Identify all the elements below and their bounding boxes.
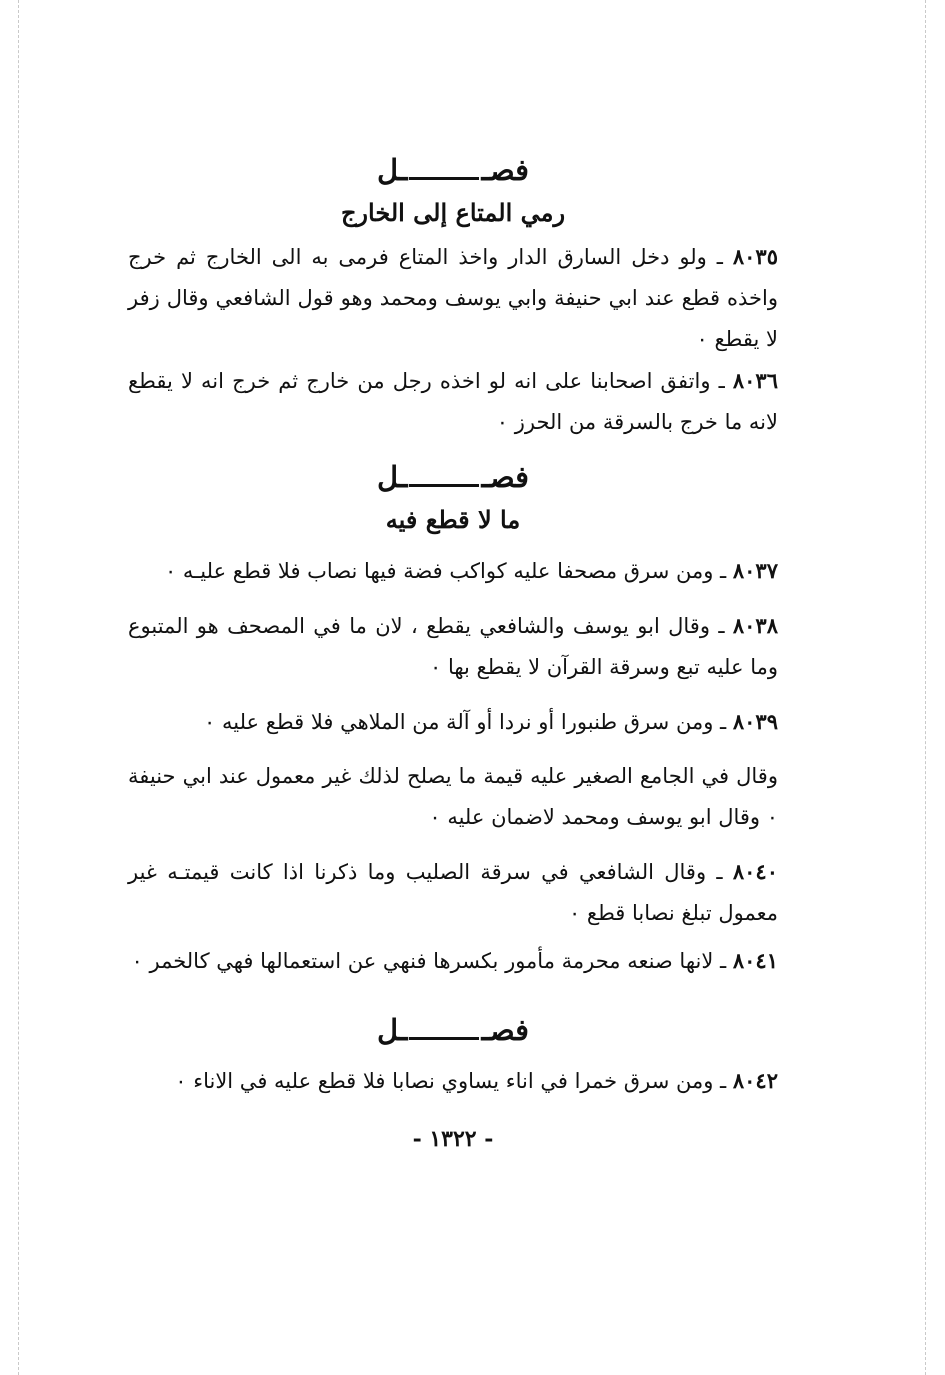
paragraph-text: وقال ابو يوسف والشافعي يقطع ، لان ما في المصحف هو المتبوع وما عليه تبع وسرقة القرآن لا يقطع بها ٠ — [128, 614, 778, 679]
section-heading: فصــل — [377, 460, 529, 494]
dash-separator: ـ — [716, 860, 723, 884]
paragraph-text: ومن سرق خمرا في اناء يساوي نصابا فلا قطع عليه في الاناء ٠ — [175, 1069, 714, 1093]
paragraph-8041 — [128, 940, 778, 982]
dash-separator: ـ — [718, 369, 725, 393]
paragraph-text: وقال في الجامع الصغير عليه قيمة ما يصلح لذلك غير معمول عند ابي حنيفة ٠ وقال ابو يوسف ومحمد لاضمان عليه ٠ — [128, 764, 778, 829]
paragraph-text: وقال الشافعي في سرقة الصليب وما ذكرنا اذا كانت قيمتـه غير معمول تبلغ نصابا قطع ٠ — [128, 860, 778, 925]
paragraph-8036 — [128, 360, 778, 443]
paragraph-text: ومن سرق مصحفا عليه كواكب فضة فيها نصاب فلا قطع عليـه ٠ — [164, 559, 714, 583]
dash-separator: ـ — [720, 559, 727, 583]
section-2 — [128, 457, 778, 982]
page-number: - ١٣٢٢ - — [412, 1126, 494, 1152]
section-3 — [128, 1010, 778, 1102]
paragraph-number: ٨٠٣٦ — [732, 368, 778, 393]
paragraph-8038 — [128, 605, 778, 688]
heading-kashida-bar — [409, 1037, 479, 1040]
heading-kashida-bar — [409, 484, 479, 487]
right-margin-guide — [925, 0, 926, 1375]
paragraph-text: لانها صنعه محرمة مأمور بكسرها فنهي عن استعمالها فهي كالخمر ٠ — [131, 949, 714, 973]
dash-separator: ـ — [720, 949, 727, 973]
section-subheading: ما لا قطع فيه — [385, 505, 521, 534]
paragraph-text: ولو دخل السارق الدار واخذ المتاع فرمى به الى الخارج ثم خرج واخذه قطع عند ابي حنيفة وابي يوسف ومحمد وهو قول الشافعي وقال زفر لا يقطع ٠ — [128, 245, 778, 351]
paragraph-number: ٨٠٣٥ — [732, 244, 778, 269]
paragraph-number: ٨٠٤١ — [732, 948, 778, 973]
section-1 — [128, 150, 778, 443]
paragraph-number: ٨٠٣٨ — [732, 613, 778, 638]
section-subheading: رمي المتاع إلى الخارج — [340, 198, 566, 227]
paragraph-8040 — [128, 851, 778, 934]
paragraph-8039 — [128, 701, 778, 743]
section-heading: فصــل — [377, 1013, 529, 1047]
heading-kashida-bar — [409, 177, 479, 180]
dash-separator: ـ — [718, 614, 725, 638]
dash-separator: ـ — [720, 710, 727, 734]
paragraph-number: ٨٠٤٠ — [732, 859, 778, 884]
dash-separator: ـ — [716, 245, 723, 269]
left-margin-guide — [18, 0, 19, 1375]
paragraph-8042 — [128, 1060, 778, 1102]
paragraph-text: ومن سرق طنبورا أو نردا أو آلة من الملاهي فلا قطع عليه ٠ — [204, 710, 714, 734]
paragraph-8037 — [128, 550, 778, 592]
paragraph-8035 — [128, 236, 778, 360]
section-heading: فصــل — [377, 153, 529, 187]
paragraph-number: ٨٠٤٢ — [732, 1068, 778, 1093]
document-page — [128, 150, 778, 1176]
paragraph-text: واتفق اصحابنا على انه لو اخذه رجل من خارج ثم خرج انه لا يقطع لانه ما خرج بالسرقة من الحرز ٠ — [128, 369, 778, 434]
dash-separator: ـ — [720, 1069, 727, 1093]
paragraph-number: ٨٠٣٧ — [732, 558, 778, 583]
paragraph-jami-saghir — [128, 756, 778, 838]
paragraph-number: ٨٠٣٩ — [732, 709, 778, 734]
